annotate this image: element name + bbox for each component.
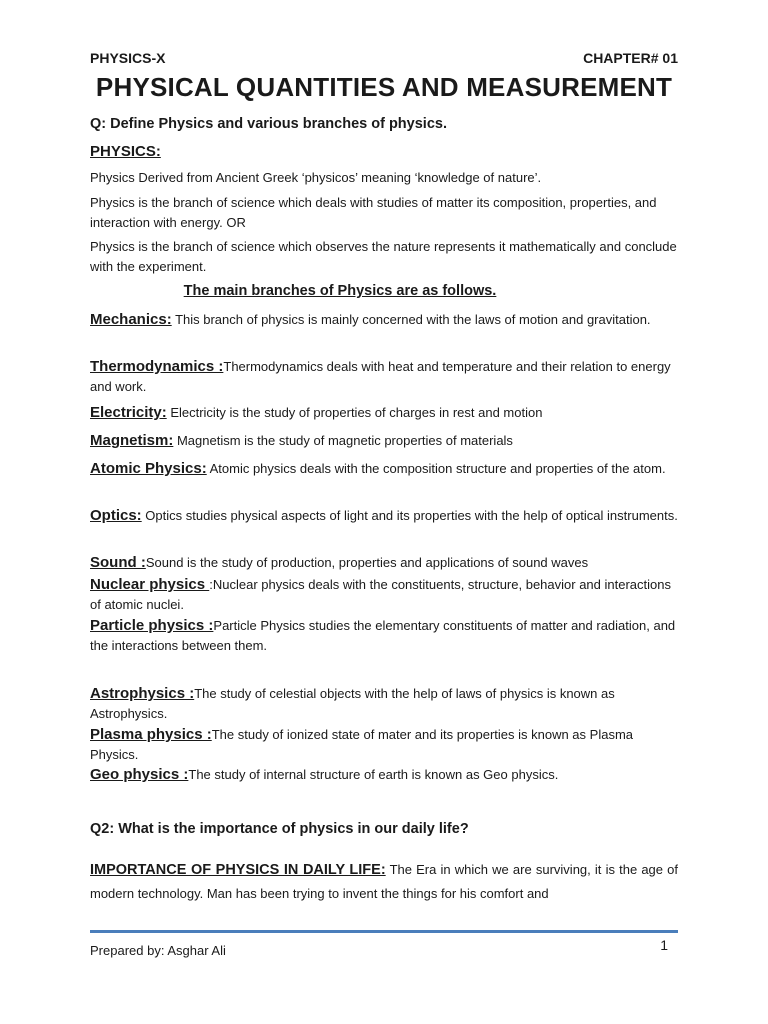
branch-term: Particle physics : bbox=[90, 617, 214, 634]
branch-desc: Magnetism is the study of magnetic properties of materials bbox=[173, 433, 513, 448]
importance-paragraph bbox=[90, 858, 678, 905]
branch-term: Optics: bbox=[90, 507, 142, 524]
branch-term: Astrophysics : bbox=[90, 685, 195, 702]
branch-desc: Thermodynamics deals with heat and temperature and their relation to energy and work. bbox=[90, 359, 671, 394]
branch-term: Atomic Physics: bbox=[90, 460, 207, 477]
footer-divider bbox=[90, 930, 678, 933]
paragraph-origin: Physics Derived from Ancient Greek ‘physicos’ meaning ‘knowledge of nature’. bbox=[90, 170, 542, 185]
page-number: 1 bbox=[660, 937, 668, 953]
branch-desc: The study of internal structure of earth is known as Geo physics. bbox=[188, 767, 559, 782]
header-subject: PHYSICS-X bbox=[90, 50, 166, 66]
prepared-by: Prepared by: Asghar Ali bbox=[90, 943, 226, 958]
branch-term: Geo physics : bbox=[90, 766, 189, 783]
branch-term: Electricity: bbox=[90, 404, 167, 421]
branch-electricity bbox=[90, 403, 678, 423]
branch-desc: :Nuclear physics deals with the constituents, structure, behavior and interactions of atomic nuclei. bbox=[90, 577, 671, 612]
physics-heading: PHYSICS: bbox=[90, 143, 161, 160]
branch-desc: Sound is the study of production, properties and applications of sound waves bbox=[145, 555, 589, 570]
branch-desc: Particle Physics studies the elementary constituents of matter and radiation, and the interactions between them. bbox=[90, 618, 676, 653]
branch-particle-physics bbox=[90, 616, 678, 656]
branch-mechanics bbox=[90, 310, 678, 330]
branch-term: Mechanics: bbox=[90, 311, 172, 328]
branch-desc: Electricity is the study of properties of charges in rest and motion bbox=[166, 405, 543, 420]
branch-desc: Optics studies physical aspects of light and its properties with the help of optical instruments. bbox=[141, 508, 678, 523]
branch-term: Magnetism: bbox=[90, 432, 174, 449]
branch-term: Nuclear physics bbox=[90, 576, 210, 593]
question-2: Q2: What is the importance of physics in our daily life? bbox=[90, 821, 469, 837]
question-1: Q: Define Physics and various branches of physics. bbox=[90, 116, 447, 132]
branch-desc: This branch of physics is mainly concerned with the laws of motion and gravitation. bbox=[171, 312, 651, 327]
branch-sound bbox=[90, 553, 678, 573]
branch-thermodynamics bbox=[90, 357, 678, 397]
branch-term: Thermodynamics : bbox=[90, 358, 224, 375]
importance-term: IMPORTANCE OF PHYSICS IN DAILY LIFE: bbox=[90, 862, 386, 878]
importance-desc: The Era in which we are surviving, it is the age of modern technology. Man has been trying to invent the things for his comfort and bbox=[90, 862, 679, 901]
paragraph-definition-2: Physics is the branch of science which observes the nature represents it mathematically and conclude with the experiment. bbox=[90, 239, 677, 274]
branch-astrophysics bbox=[90, 684, 678, 724]
branch-plasma-physics bbox=[90, 725, 678, 765]
header-chapter: CHAPTER# 01 bbox=[583, 50, 678, 66]
paragraph-definition-1: Physics is the branch of science which deals with studies of matter its composition, properties, and interaction with energy. OR bbox=[90, 195, 657, 230]
branch-magnetism bbox=[90, 431, 678, 451]
branch-desc: The study of ionized state of mater and its properties is known as Plasma Physics. bbox=[90, 727, 633, 762]
branches-heading: The main branches of Physics are as follows. bbox=[183, 283, 497, 299]
branch-desc: The study of celestial objects with the help of laws of physics is known as Astrophysics. bbox=[90, 686, 615, 721]
branch-geo-physics bbox=[90, 765, 678, 785]
branch-desc: Atomic physics deals with the composition structure and properties of the atom. bbox=[206, 461, 666, 476]
page-title: PHYSICAL QUANTITIES AND MEASUREMENT bbox=[95, 72, 673, 102]
document-page bbox=[90, 0, 678, 1024]
branch-term: Sound : bbox=[90, 554, 146, 571]
branch-optics bbox=[90, 506, 678, 526]
branch-term: Plasma physics : bbox=[90, 726, 212, 743]
branch-nuclear-physics bbox=[90, 575, 678, 615]
branch-atomic-physics bbox=[90, 459, 678, 479]
